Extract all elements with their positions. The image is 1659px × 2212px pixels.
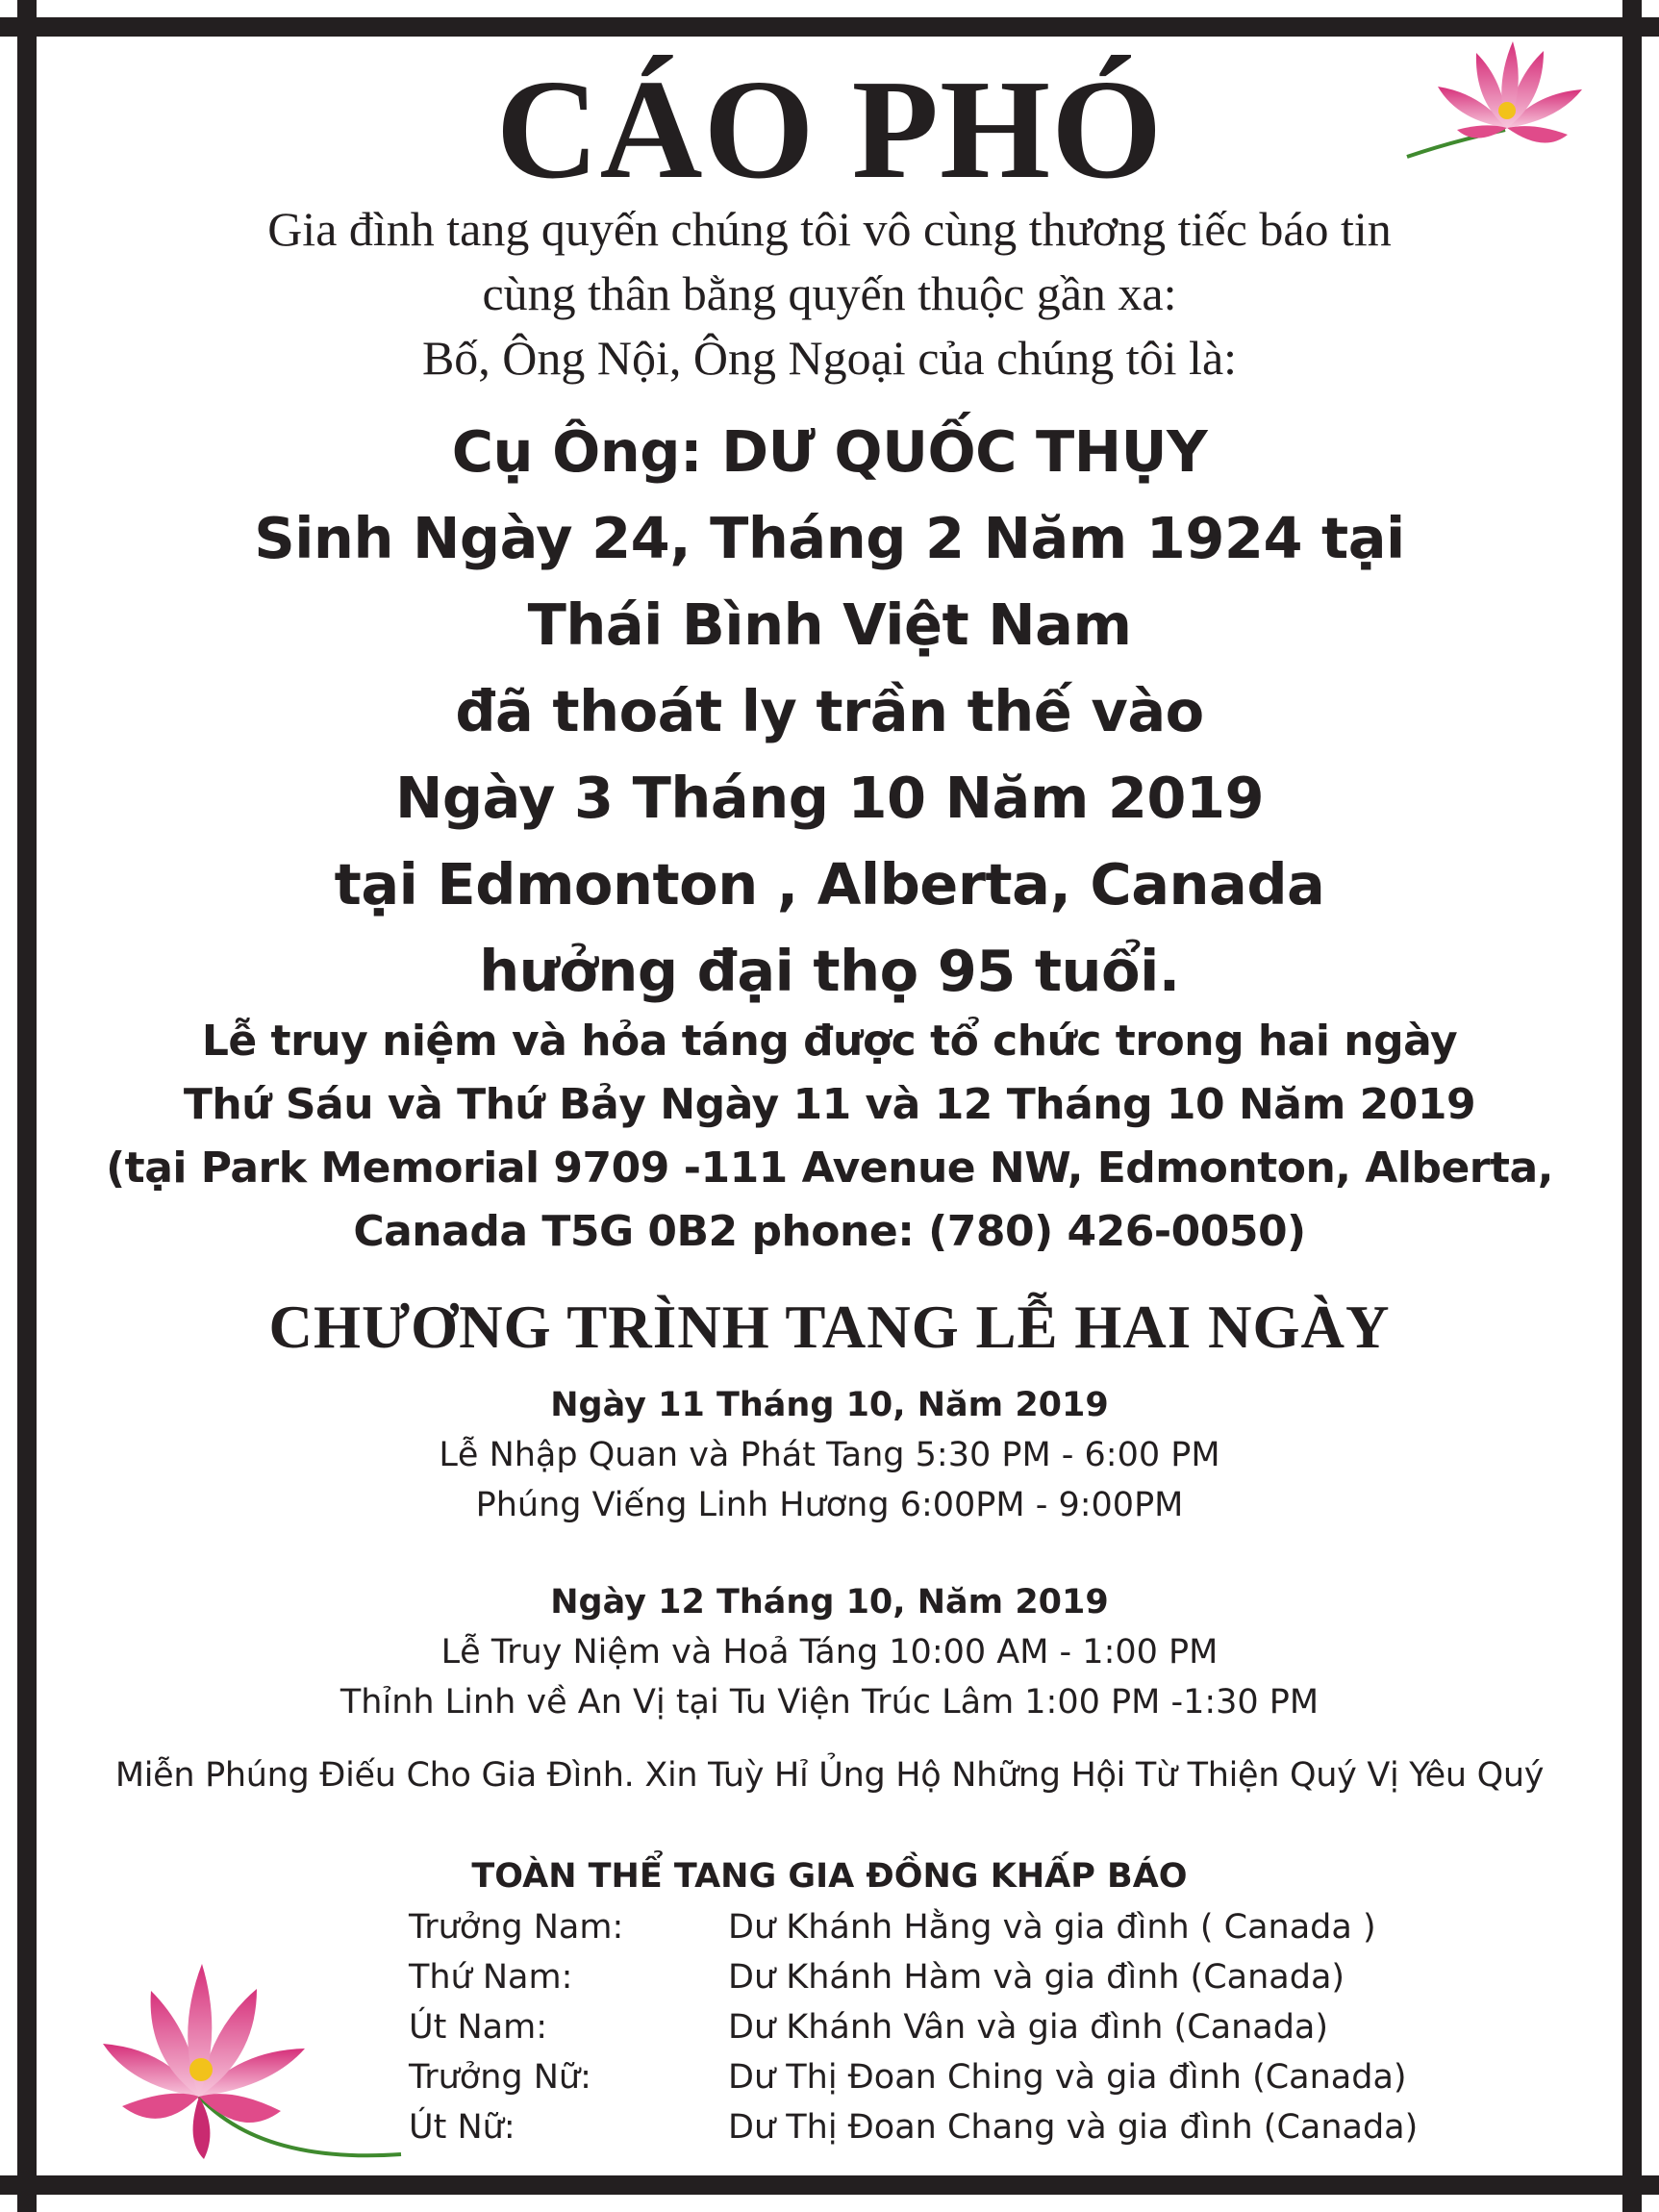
page-title: CÁO PHÓ <box>495 51 1164 209</box>
schedule-item: Lễ Nhập Quan và Phát Tang 5:30 PM - 6:00 PM <box>439 1436 1220 1474</box>
deceased-name: Cụ Ông: DƯ QUỐC THỤY <box>451 418 1208 485</box>
ceremony-line: Canada T5G 0B2 phone: (780) 426-0050) <box>353 1207 1306 1256</box>
family-list <box>409 1902 1515 2152</box>
family-member-row <box>409 2102 1515 2152</box>
intro-line: Gia đình tang quyến chúng tôi vô cùng thương tiếc báo tin <box>267 202 1392 256</box>
age-at-death: hưởng đại thọ 95 tuổi. <box>479 938 1180 1004</box>
family-name: Dư Thị Đoan Ching và gia đình (Canada) <box>728 2058 1407 2097</box>
family-member-row <box>409 2052 1515 2102</box>
day-heading: Ngày 11 Tháng 10, Năm 2019 <box>550 1386 1109 1424</box>
schedule-item: Phúng Viếng Linh Hương 6:00PM - 9:00PM <box>475 1486 1184 1524</box>
family-role: Trưởng Nam: <box>409 1908 624 1947</box>
family-name: Dư Khánh Vân và gia đình (Canada) <box>728 2008 1329 2047</box>
family-role: Út Nam: <box>409 2008 547 2047</box>
intro-line: cùng thân bằng quyến thuộc gần xa: <box>482 266 1177 320</box>
family-role: Thứ Nam: <box>409 1958 573 1997</box>
program-day-2 <box>58 1577 1601 1727</box>
donation-note: Miễn Phúng Điếu Cho Gia Đình. Xin Tuỳ Hỉ Ủng Hộ Những Hội Từ Thiện Quý Vị Yêu Quý <box>114 1756 1545 1795</box>
schedule-item: Thỉnh Linh về An Vị tại Tu Viện Trúc Lâm 1:00 PM -1:30 PM <box>339 1683 1320 1722</box>
lotus-flower-icon <box>79 1952 406 2183</box>
death-place: tại Edmonton , Alberta, Canada <box>334 851 1325 917</box>
family-name: Dư Thị Đoan Chang và gia đình (Canada) <box>728 2108 1419 2147</box>
deceased-info <box>58 409 1601 1015</box>
family-name: Dư Khánh Hằng và gia đình ( Canada ) <box>728 1908 1376 1947</box>
family-role: Trưởng Nữ: <box>409 2058 591 2097</box>
ceremony-line: Lễ truy niệm và hỏa táng được tổ chức trong hai ngày <box>201 1017 1458 1066</box>
intro-paragraph <box>58 197 1601 390</box>
family-member-row <box>409 1902 1515 1952</box>
death-intro: đã thoát ly trần thế vào <box>455 678 1204 744</box>
ceremony-line: (tại Park Memorial 9709 -111 Avenue NW, Edmonton, Alberta, <box>106 1144 1553 1193</box>
frame-right-border <box>1622 0 1642 2212</box>
intro-line: Bố, Ông Nội, Ông Ngoại của chúng tôi là: <box>421 331 1238 385</box>
program-title: CHƯƠNG TRÌNH TANG LỄ HAI NGÀY <box>268 1294 1391 1361</box>
birth-place: Thái Bình Việt Nam <box>527 591 1132 658</box>
death-date: Ngày 3 Tháng 10 Năm 2019 <box>394 765 1265 831</box>
ceremony-line: Thứ Sáu và Thứ Bảy Ngày 11 và 12 Tháng 10 Năm 2019 <box>183 1080 1476 1129</box>
frame-left-border <box>17 0 37 2212</box>
family-member-row <box>409 1952 1515 2002</box>
schedule-item: Lễ Truy Niệm và Hoả Táng 10:00 AM - 1:00 PM <box>440 1633 1219 1672</box>
birth-date: Sinh Ngày 24, Tháng 2 Năm 1924 tại <box>254 505 1405 571</box>
family-role: Út Nữ: <box>409 2108 515 2147</box>
family-member-row <box>409 2002 1515 2052</box>
program-day-1 <box>58 1380 1601 1530</box>
family-name: Dư Khánh Hàm và gia đình (Canada) <box>728 1958 1345 1997</box>
day-heading: Ngày 12 Tháng 10, Năm 2019 <box>550 1583 1109 1621</box>
ceremony-info <box>58 1010 1601 1264</box>
family-heading: TOÀN THỂ TANG GIA ĐỒNG KHẤP BÁO <box>471 1857 1188 1896</box>
